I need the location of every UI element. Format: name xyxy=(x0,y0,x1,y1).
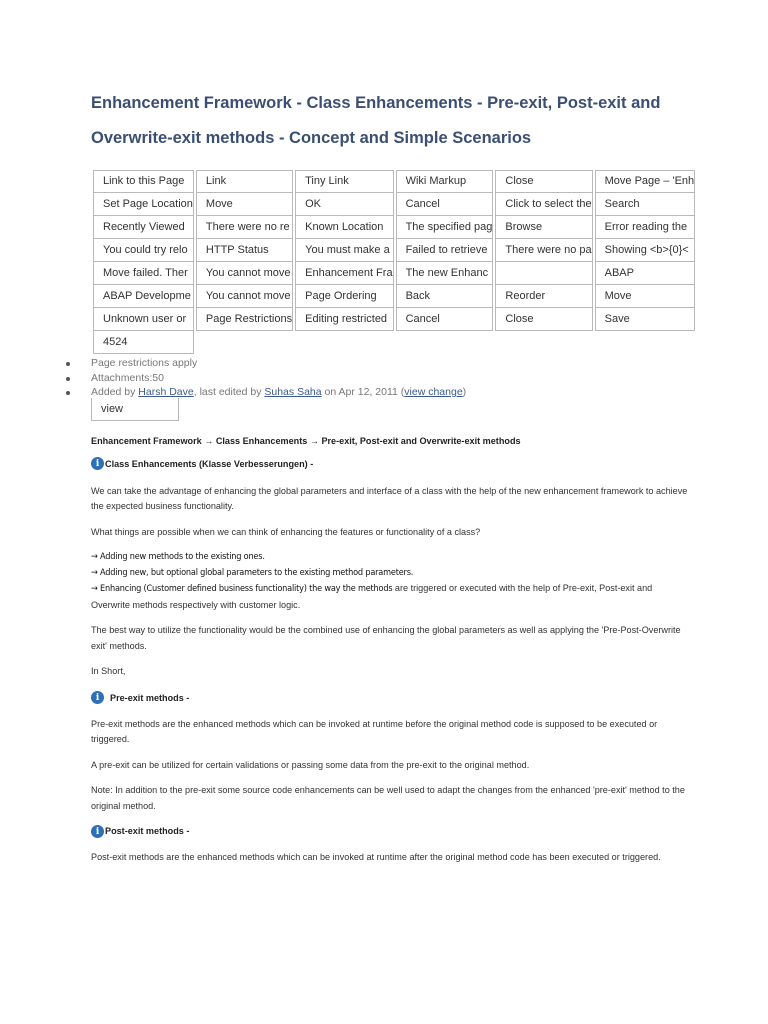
table-cell[interactable]: Move Page – 'Enh xyxy=(595,170,696,193)
point-3 xyxy=(91,581,691,613)
meta-table xyxy=(91,170,697,354)
table-cell[interactable]: Link xyxy=(196,170,293,193)
author-link[interactable]: Harsh Dave xyxy=(138,386,194,398)
table-cell[interactable]: Search xyxy=(595,193,696,216)
table-cell[interactable]: 4524 xyxy=(93,331,194,354)
table-cell[interactable]: Reorder xyxy=(495,285,592,308)
table-row xyxy=(93,331,695,354)
post-exit-paragraph-1: Post-exit methods are the enhanced methods which can be invoked at runtime after the original method code has been executed or triggered. xyxy=(91,852,661,862)
attachments-text: Attachments:50 xyxy=(91,371,164,384)
table-cell[interactable]: ABAP xyxy=(595,262,696,285)
table-cell[interactable]: You must make a xyxy=(295,239,393,262)
pre-exit-paragraph-1: Pre-exit methods are the enhanced methods which can be invoked at runtime before the original method code is supposed to be executed or triggered. xyxy=(91,718,658,744)
table-cell[interactable]: The new Enhanc xyxy=(396,262,494,285)
table-cell[interactable]: Wiki Markup xyxy=(396,170,494,193)
table-cell[interactable]: Page Restrictions xyxy=(196,308,293,331)
table-cell[interactable]: There were no re xyxy=(196,216,293,239)
table-row xyxy=(93,262,695,285)
pre-exit-paragraph-2: A pre-exit can be utilized for certain validations or passing some data from the pre-exit to the original method. xyxy=(91,759,530,770)
info-icon: i xyxy=(91,691,104,704)
table-cell[interactable]: The specified pag xyxy=(396,216,494,239)
table-cell[interactable]: Cancel xyxy=(396,193,494,216)
breadcrumb: Enhancement Framework → Class Enhancements → Pre-exit, Post-exit and Overwrite-exit methods xyxy=(91,436,521,446)
info-icon: i xyxy=(91,825,104,838)
table-cell[interactable]: Page Ordering xyxy=(295,285,393,308)
heading-text: Pre-exit methods - xyxy=(110,692,190,703)
table-cell[interactable]: Failed to retrieve xyxy=(396,239,494,262)
table-cell[interactable]: You could try relo xyxy=(93,239,194,262)
page-title: Enhancement Framework - Class Enhancements - Pre-exit, Post-exit and Overwrite-exit methods - Concept and Simple Scenarios xyxy=(91,94,661,147)
edit-date: on Apr 12, 2011 ( xyxy=(321,386,405,398)
heading-text: Post-exit methods - xyxy=(105,826,190,836)
table-row xyxy=(93,193,695,216)
class-enhancements-heading xyxy=(91,455,691,473)
point-2: → Adding new, but optional global parameters to the existing method parameters. xyxy=(91,567,414,578)
pre-exit-paragraph-3: Note: In addition to the pre-exit some source code enhancements can be well used to adapt the changes from the enhanced 'pre-exit' method to the original method. xyxy=(91,785,685,811)
table-cell[interactable]: There were no pa xyxy=(495,239,592,262)
point-3-lead: → Enhancing (Customer defined business functionality) the way the methods xyxy=(91,584,393,594)
table-cell[interactable]: Move xyxy=(196,193,293,216)
table-row xyxy=(93,285,695,308)
table-row xyxy=(93,239,695,262)
page-content xyxy=(91,434,691,866)
edited-by-prefix: , last edited by xyxy=(193,386,265,398)
table-cell[interactable]: Back xyxy=(396,285,494,308)
view-button[interactable]: view xyxy=(91,398,179,421)
post-exit-heading xyxy=(91,822,691,840)
table-row xyxy=(93,216,695,239)
table-cell[interactable]: Save xyxy=(595,308,696,331)
best-way-paragraph: The best way to utilize the functionality would be the combined use of enhancing the global parameters as well as applying the 'Pre-Post-Overwrite exit' methods. xyxy=(91,625,681,651)
table-cell[interactable]: Link to this Page xyxy=(93,170,194,193)
table-cell[interactable]: Recently Viewed xyxy=(93,216,194,239)
editor-link[interactable]: Suhas Saha xyxy=(264,386,322,398)
table-cell[interactable]: OK xyxy=(295,193,393,216)
info-icon: i xyxy=(91,457,104,470)
table-cell[interactable] xyxy=(495,262,592,285)
close-paren: ) xyxy=(462,386,467,398)
restrictions-text: Page restrictions apply xyxy=(91,357,198,369)
table-cell[interactable]: Set Page Location xyxy=(93,193,194,216)
table-cell[interactable]: Click to select the xyxy=(495,193,592,216)
table-cell[interactable]: Editing restricted xyxy=(295,308,393,331)
point-3-rest: are triggered or executed with the help of Pre-exit, Post-exit and Overwrite methods respectively with customer logic. xyxy=(91,583,653,610)
table-cell[interactable]: Close xyxy=(495,308,592,331)
table-cell[interactable]: Enhancement Fra xyxy=(295,262,393,285)
list-item xyxy=(62,356,466,371)
table-cell[interactable]: Move failed. Ther xyxy=(93,262,194,285)
pre-exit-heading xyxy=(91,689,691,707)
table-cell[interactable]: Unknown user or xyxy=(93,308,194,331)
table-cell[interactable]: Showing <b>{0}< xyxy=(595,239,696,262)
table-cell[interactable]: Cancel xyxy=(396,308,494,331)
table-cell[interactable]: You cannot move xyxy=(196,262,293,285)
table-row xyxy=(93,308,695,331)
page-info-list xyxy=(62,356,466,400)
table-cell[interactable]: Tiny Link xyxy=(295,170,393,193)
in-short-text: In Short, xyxy=(91,666,126,676)
points-list xyxy=(91,550,691,613)
table-cell[interactable]: Known Location xyxy=(295,216,393,239)
view-change-link[interactable]: view change xyxy=(404,386,463,398)
table-cell[interactable]: Error reading the xyxy=(595,216,696,239)
table-cell[interactable]: Close xyxy=(495,170,592,193)
heading-text: Class Enhancements (Klasse Verbesserungen) - xyxy=(105,458,314,469)
point-1: → Adding new methods to the existing ones. xyxy=(91,552,265,562)
table-row xyxy=(93,170,695,193)
table-cell[interactable]: Move xyxy=(595,285,696,308)
table-cell[interactable]: You cannot move xyxy=(196,285,293,308)
table-cell[interactable]: ABAP Developme xyxy=(93,285,194,308)
list-item xyxy=(62,371,466,386)
table-cell[interactable]: HTTP Status xyxy=(196,239,293,262)
table-cell[interactable]: Browse xyxy=(495,216,592,239)
question-paragraph: What things are possible when we can think of enhancing the features or functionality of a class? xyxy=(91,526,481,537)
added-by-prefix: Added by xyxy=(91,386,139,398)
intro-paragraph: We can take the advantage of enhancing the global parameters and interface of a class with the help of the new enhancement framework to achieve the expected business functionality. xyxy=(91,485,688,511)
